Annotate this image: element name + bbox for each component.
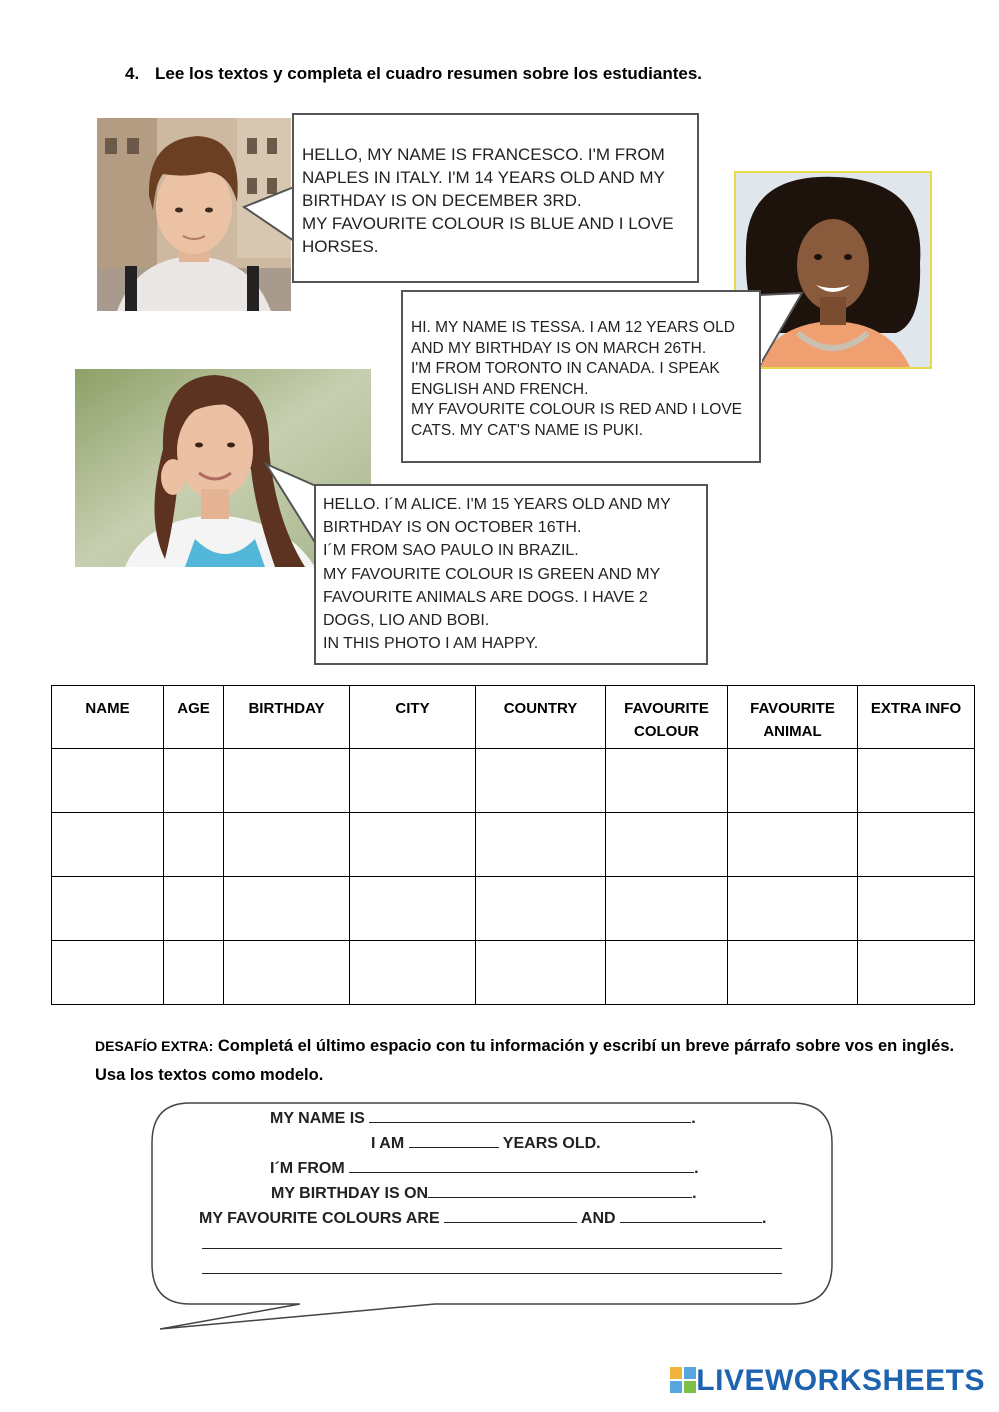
form-period: . (692, 1185, 697, 1202)
table-cell[interactable] (606, 941, 728, 1005)
table-cell[interactable] (858, 813, 975, 877)
challenge-instructions: Completá el último espacio con tu información y escribí un breve párrafo sobre vos en inglés. Usa los textos como modelo. (95, 1037, 955, 1084)
table-cell[interactable] (606, 877, 728, 941)
table-cell[interactable] (164, 749, 224, 813)
header-age: AGE (164, 686, 224, 749)
table-cell[interactable] (728, 941, 858, 1005)
summary-table (51, 685, 975, 1005)
challenge-text (95, 1032, 955, 1090)
table-cell[interactable] (728, 813, 858, 877)
form-age-line (371, 1133, 601, 1153)
form-colours-line (199, 1208, 767, 1228)
exercise-instruction: Lee los textos y completa el cuadro resumen sobre los estudiantes. (155, 64, 703, 83)
header-birthday: BIRTHDAY (224, 686, 350, 749)
table-header-row (52, 686, 975, 749)
tessa-bubble (401, 290, 761, 463)
table-row (52, 877, 975, 941)
form-period: . (694, 1160, 699, 1177)
table-cell[interactable] (606, 749, 728, 813)
table-cell[interactable] (476, 877, 606, 941)
tessa-line: CATS. MY CAT'S NAME IS PUKI. (411, 421, 644, 439)
francesco-bubble-tail (240, 185, 296, 245)
francesco-bubble (292, 113, 699, 283)
table-cell[interactable] (52, 813, 164, 877)
table-cell[interactable] (224, 749, 350, 813)
table-cell[interactable] (606, 813, 728, 877)
alice-line: MY FAVOURITE COLOUR IS GREEN AND MY (323, 565, 661, 583)
alice-bubble-tail (262, 460, 318, 546)
form-from-prefix: I´M FROM (270, 1160, 345, 1177)
alice-line: DOGS, LIO AND BOBI. (323, 612, 490, 630)
header-favourite-animal: FAVOURITE ANIMAL (728, 686, 858, 749)
table-cell[interactable] (350, 877, 476, 941)
table-cell[interactable] (728, 749, 858, 813)
tessa-bubble-tail (756, 289, 806, 369)
tessa-line: ENGLISH AND FRENCH. (411, 380, 589, 398)
table-row (52, 941, 975, 1005)
table-cell[interactable] (350, 813, 476, 877)
francesco-line: MY FAVOURITE COLOUR IS BLUE AND I LOVE (302, 214, 674, 233)
table-cell[interactable] (476, 941, 606, 1005)
table-cell[interactable] (728, 877, 858, 941)
free-writing-line[interactable] (202, 1273, 782, 1274)
tessa-line: AND MY BIRTHDAY IS ON MARCH 26TH. (411, 339, 707, 357)
form-period: . (762, 1210, 767, 1227)
exercise-number: 4. (125, 64, 140, 83)
table-cell[interactable] (224, 941, 350, 1005)
table-cell[interactable] (858, 749, 975, 813)
liveworksheets-logo-icon (670, 1367, 696, 1393)
form-from-line (270, 1158, 699, 1178)
header-extra-info: EXTRA INFO (858, 686, 975, 749)
form-age-prefix: I AM (371, 1135, 405, 1152)
tessa-line: MY FAVOURITE COLOUR IS RED AND I LOVE (411, 401, 743, 418)
from-blank[interactable] (349, 1158, 694, 1173)
table-cell[interactable] (858, 941, 975, 1005)
table-cell[interactable] (476, 749, 606, 813)
alice-line: HELLO. I´M ALICE. I'M 15 YEARS OLD AND MY (323, 496, 671, 513)
francesco-line: HORSES. (302, 237, 379, 256)
alice-line: BIRTHDAY IS ON OCTOBER 16TH. (323, 519, 582, 537)
form-period: . (691, 1110, 696, 1127)
name-blank[interactable] (369, 1108, 691, 1123)
table-row (52, 813, 975, 877)
table-cell[interactable] (476, 813, 606, 877)
table-cell[interactable] (224, 813, 350, 877)
header-favourite-colour: FAVOURITE COLOUR (606, 686, 728, 749)
form-name-line (270, 1108, 696, 1128)
colour-blank-1[interactable] (444, 1208, 577, 1223)
age-blank[interactable] (409, 1133, 499, 1148)
francesco-line: HELLO, MY NAME IS FRANCESCO. I'M FROM (302, 145, 665, 164)
table-cell[interactable] (52, 877, 164, 941)
alice-line: IN THIS PHOTO I AM HAPPY. (323, 635, 539, 653)
table-cell[interactable] (164, 813, 224, 877)
table-cell[interactable] (350, 749, 476, 813)
francesco-line: NAPLES IN ITALY. I'M 14 YEARS OLD AND MY (302, 168, 665, 187)
header-name: NAME (52, 686, 164, 749)
tessa-line: HI. MY NAME IS TESSA. I AM 12 YEARS OLD (411, 319, 735, 336)
form-birthday-prefix: MY BIRTHDAY IS ON (271, 1185, 429, 1202)
form-age-suffix: YEARS OLD. (502, 1135, 601, 1152)
table-cell[interactable] (52, 749, 164, 813)
challenge-label: DESAFÍO EXTRA: (95, 1038, 214, 1054)
exercise-title (125, 64, 702, 84)
header-city: CITY (350, 686, 476, 749)
table-cell[interactable] (164, 877, 224, 941)
liveworksheets-logo-text: LIVEWORKSHEETS (696, 1364, 985, 1397)
alice-bubble (314, 484, 708, 665)
alice-line: I´M FROM SAO PAULO IN BRAZIL. (323, 542, 579, 560)
liveworksheets-logo (670, 1364, 985, 1398)
table-cell[interactable] (164, 941, 224, 1005)
table-cell[interactable] (350, 941, 476, 1005)
francesco-line: BIRTHDAY IS ON DECEMBER 3RD. (302, 191, 582, 210)
header-country: COUNTRY (476, 686, 606, 749)
form-colours-and: AND (580, 1210, 616, 1227)
table-row (52, 749, 975, 813)
table-cell[interactable] (224, 877, 350, 941)
form-birthday-line (271, 1183, 697, 1203)
table-cell[interactable] (52, 941, 164, 1005)
free-writing-line[interactable] (202, 1248, 782, 1249)
form-name-prefix: MY NAME IS (270, 1110, 365, 1127)
tessa-line: I'M FROM TORONTO IN CANADA. I SPEAK (411, 360, 720, 377)
colour-blank-2[interactable] (620, 1208, 762, 1223)
form-colours-prefix: MY FAVOURITE COLOURS ARE (199, 1210, 440, 1227)
alice-line: FAVOURITE ANIMALS ARE DOGS. I HAVE 2 (323, 588, 648, 606)
birthday-blank[interactable] (428, 1183, 692, 1198)
table-cell[interactable] (858, 877, 975, 941)
